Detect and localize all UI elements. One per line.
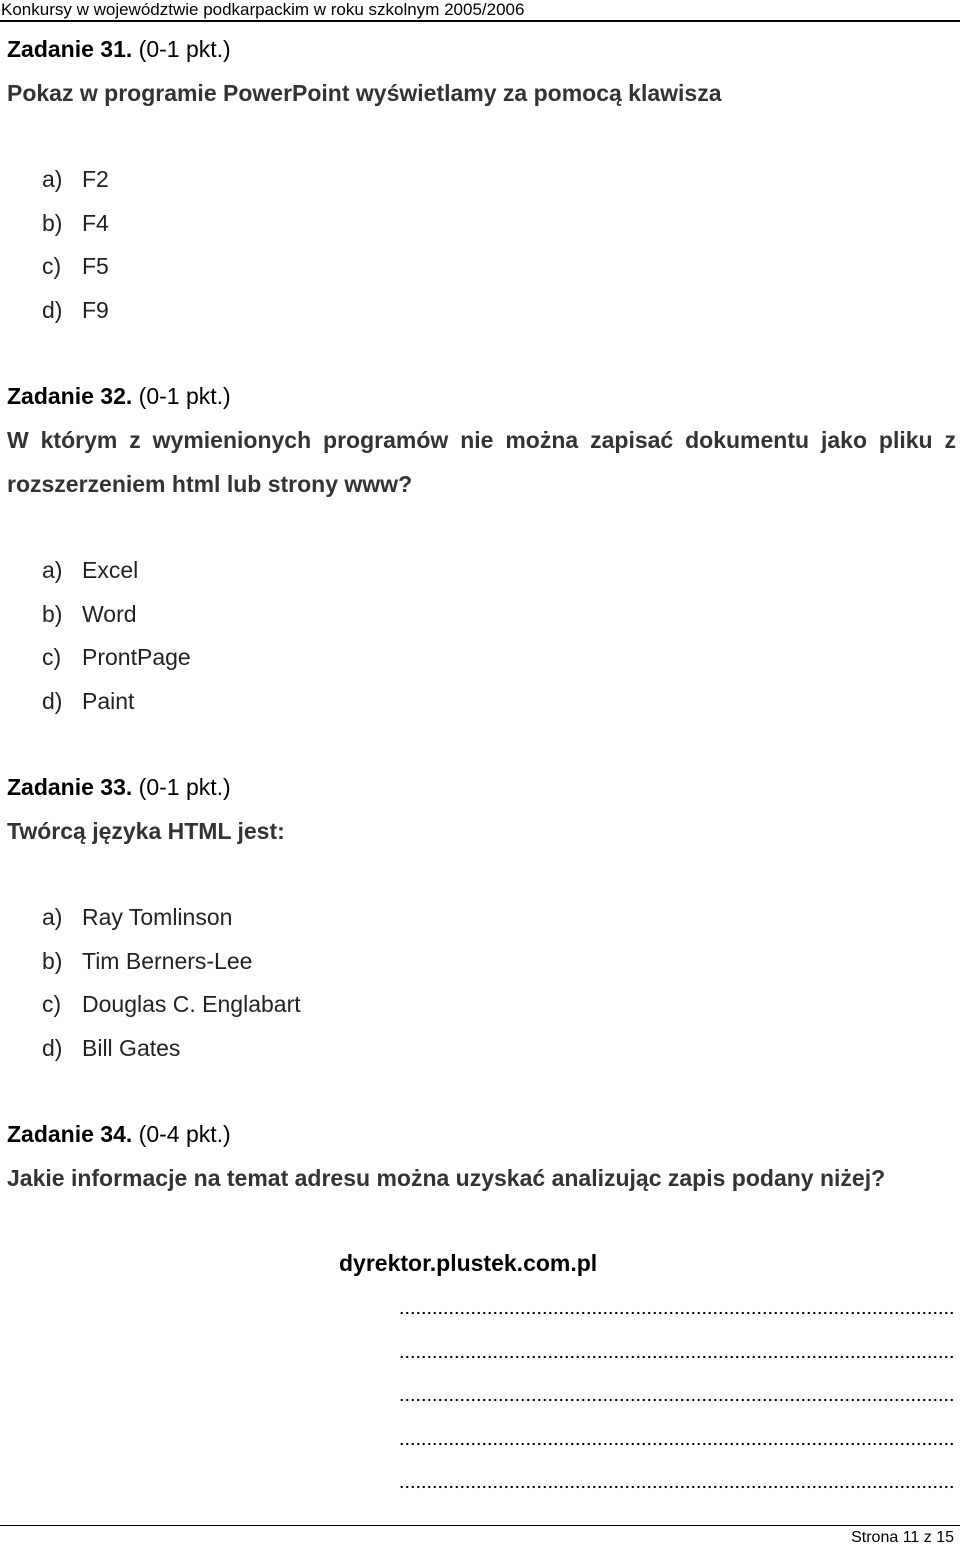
task-label: Zadanie 32. [7, 383, 133, 409]
option-letter: b) [42, 600, 63, 627]
option-text: F4 [82, 209, 109, 236]
option-letter: a) [42, 904, 63, 930]
option-text: Ray Tomlinson [82, 904, 233, 930]
options-list [7, 896, 956, 1070]
task-points: (0-1 pkt.) [138, 36, 231, 62]
option-letter: c) [42, 644, 62, 670]
option-c [7, 983, 956, 1027]
task-33 [7, 765, 956, 1070]
answer-line-5 [399, 1485, 956, 1489]
option-letter: c) [42, 991, 62, 1017]
option-a [7, 549, 956, 593]
task-31 [7, 27, 956, 332]
header-divider [0, 20, 960, 22]
option-d [7, 289, 956, 333]
option-letter: c) [42, 253, 62, 279]
task-title [7, 27, 956, 71]
option-letter: b) [42, 209, 63, 236]
task-title [7, 765, 956, 809]
task-34 [7, 1112, 956, 1200]
option-letter: a) [42, 557, 63, 583]
option-d [7, 680, 956, 724]
option-text: ProntPage [82, 644, 191, 670]
address-example: dyrektor.plustek.com.pl [339, 1250, 598, 1276]
task-label: Zadanie 31. [7, 36, 133, 62]
option-text: Word [82, 600, 137, 627]
option-text: F2 [82, 166, 109, 192]
option-text: Tim Berners-Lee [82, 947, 253, 974]
option-letter: d) [42, 1034, 63, 1061]
option-text: Paint [82, 687, 135, 714]
task-label: Zadanie 34. [7, 1121, 133, 1147]
footer-divider [0, 1525, 960, 1526]
option-letter: d) [42, 296, 63, 323]
task-points: (0-1 pkt.) [138, 774, 231, 800]
page-header: Konkursy w województwie podkarpackim w roku szkolnym 2005/2006 [1, 0, 525, 19]
option-text: F5 [82, 253, 109, 279]
answer-line-1 [399, 1311, 956, 1315]
task-question: Jakie informacje na temat adresu można uzyskać analizując zapis podany niżej? [7, 1165, 886, 1191]
answer-line-2 [399, 1355, 956, 1359]
task-32 [7, 374, 956, 723]
option-b [7, 940, 956, 984]
option-a [7, 896, 956, 940]
answer-line-3 [399, 1398, 956, 1402]
page-number: Strona 11 z 15 [851, 1529, 954, 1546]
answer-line-4 [399, 1442, 956, 1446]
option-c [7, 245, 956, 289]
option-b [7, 593, 956, 637]
task-title [7, 374, 956, 418]
option-a [7, 158, 956, 202]
task-question: Pokaz w programie PowerPoint wyświetlamy za pomocą klawisza [7, 80, 722, 106]
options-list [7, 158, 956, 332]
option-letter: a) [42, 166, 63, 192]
option-text: Douglas C. Englabart [82, 991, 301, 1017]
option-text: Bill Gates [82, 1034, 181, 1061]
task-question: Twórcą języka HTML jest: [7, 818, 285, 844]
task-title [7, 1112, 956, 1156]
option-d [7, 1027, 956, 1071]
option-text: F9 [82, 296, 109, 323]
option-letter: d) [42, 687, 63, 714]
task-question: W którym z wymienionych programów nie można zapisać dokumentu jako pliku z rozszerzeniem html lub strony www? [7, 427, 956, 497]
task-label: Zadanie 33. [7, 774, 133, 800]
option-c [7, 636, 956, 680]
options-list [7, 549, 956, 723]
task-points: (0-4 pkt.) [138, 1121, 231, 1147]
option-b [7, 202, 956, 246]
task-points: (0-1 pkt.) [138, 383, 231, 409]
option-text: Excel [82, 557, 139, 583]
option-letter: b) [42, 947, 63, 974]
